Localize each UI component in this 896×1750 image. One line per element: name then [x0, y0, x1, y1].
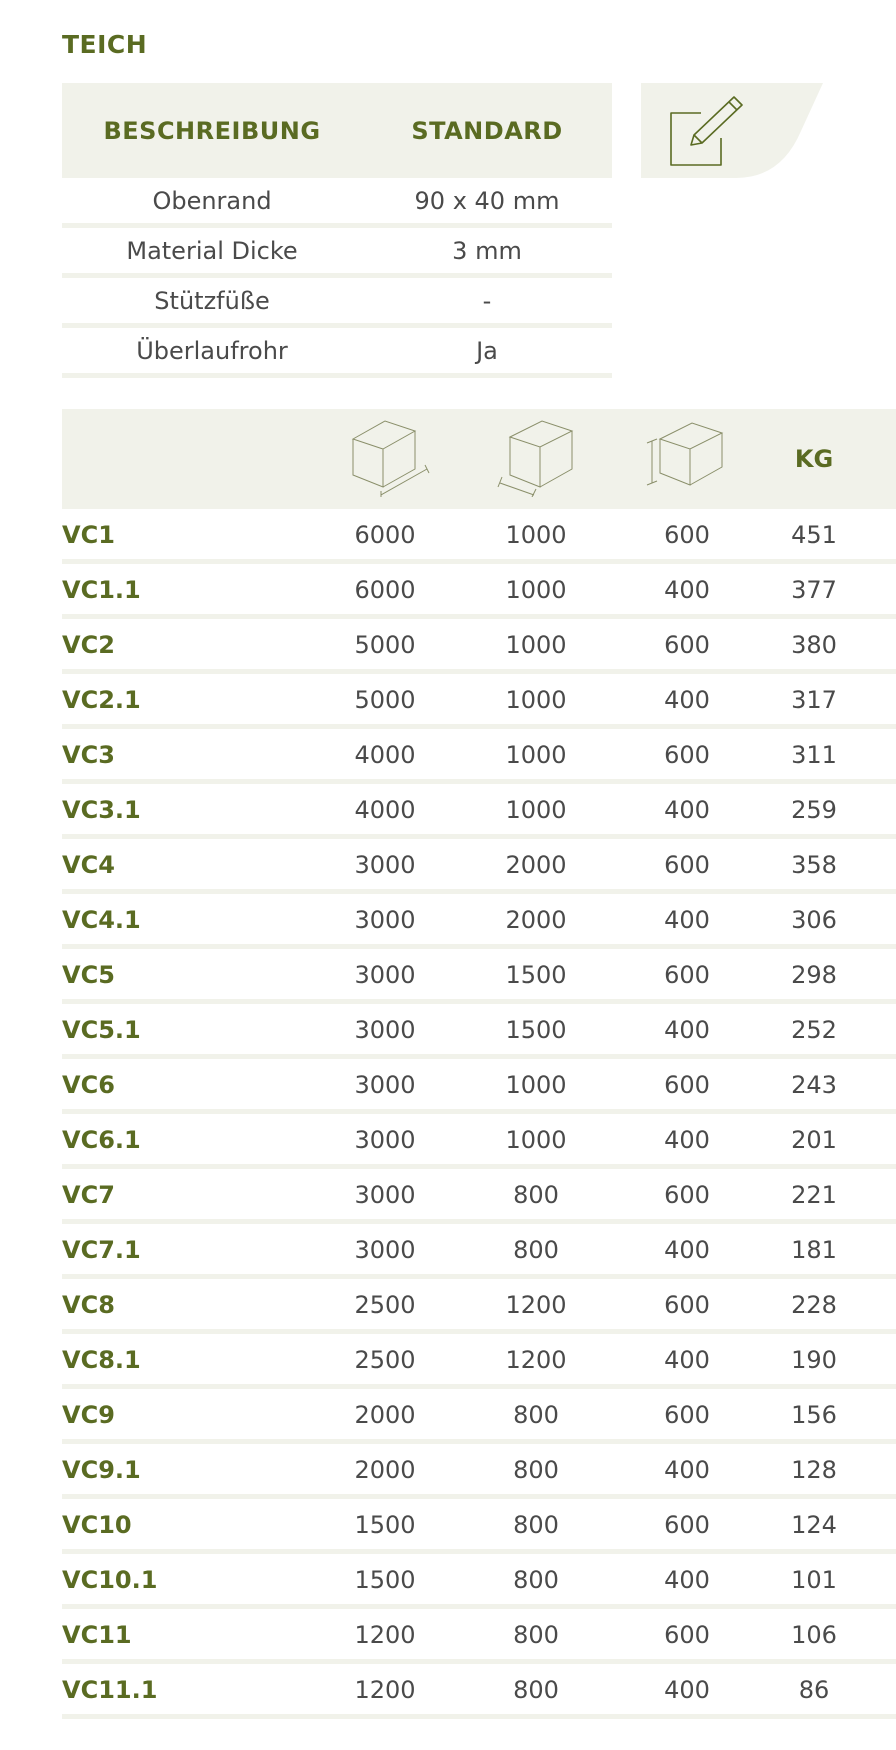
spec-table-header: [62, 83, 612, 178]
table-row: [62, 729, 896, 784]
spec-value: Ja: [476, 336, 498, 365]
width-value: 800: [513, 1181, 559, 1209]
weight-value: 377: [791, 576, 837, 604]
width-value: 1000: [505, 741, 567, 769]
product-table-header: [62, 409, 896, 509]
spec-label: Material Dicke: [126, 236, 298, 265]
table-row: [62, 1059, 896, 1114]
width-value: 1500: [505, 1016, 567, 1044]
kg-header: KG: [794, 445, 834, 473]
length-value: 6000: [354, 576, 416, 604]
table-row: [62, 1334, 896, 1389]
width-value: 1000: [505, 796, 567, 824]
height-value: 600: [664, 1621, 710, 1649]
table-row: [62, 1609, 896, 1664]
width-value: 800: [513, 1456, 559, 1484]
product-name: VC8.1: [62, 1346, 141, 1374]
weight-value: 106: [791, 1621, 837, 1649]
product-name: VC11.1: [62, 1676, 158, 1704]
spec-table: [62, 83, 612, 378]
table-row: [62, 1169, 896, 1224]
height-value: 600: [664, 741, 710, 769]
product-name: VC10.1: [62, 1566, 158, 1594]
height-value: 600: [664, 1071, 710, 1099]
height-value: 400: [664, 1456, 710, 1484]
width-value: 2000: [505, 851, 567, 879]
weight-value: 259: [791, 796, 837, 824]
length-value: 5000: [354, 686, 416, 714]
length-value: 5000: [354, 631, 416, 659]
product-name: VC3: [62, 741, 115, 769]
table-row: [62, 839, 896, 894]
width-value: 1000: [505, 631, 567, 659]
width-value: 1200: [505, 1291, 567, 1319]
table-row: [62, 1499, 896, 1554]
width-value: 1000: [505, 521, 567, 549]
length-value: 3000: [354, 851, 416, 879]
length-value: 3000: [354, 906, 416, 934]
length-value: 1500: [354, 1511, 416, 1539]
width-value: 800: [513, 1676, 559, 1704]
weight-value: 86: [798, 1676, 830, 1704]
table-row: [62, 1114, 896, 1169]
product-rows: [62, 509, 896, 1719]
length-value: 4000: [354, 796, 416, 824]
product-name: VC2: [62, 631, 115, 659]
height-value: 400: [664, 1016, 710, 1044]
width-value: 2000: [505, 906, 567, 934]
weight-value: 181: [791, 1236, 837, 1264]
table-row: [62, 509, 896, 564]
table-row: [62, 1224, 896, 1279]
length-value: 1200: [354, 1676, 416, 1704]
spec-label: Stützfüße: [154, 286, 270, 315]
length-value: 3000: [354, 1181, 416, 1209]
table-row: [62, 564, 896, 619]
product-name: VC6.1: [62, 1126, 141, 1154]
product-name: VC4.1: [62, 906, 141, 934]
width-value: 1000: [505, 686, 567, 714]
product-name: VC1: [62, 521, 115, 549]
width-value: 800: [513, 1511, 559, 1539]
length-value: 1500: [354, 1566, 416, 1594]
product-name: VC2.1: [62, 686, 141, 714]
edit-badge-shape: [641, 83, 823, 178]
spec-label: Obenrand: [152, 186, 272, 215]
width-value: 800: [513, 1621, 559, 1649]
weight-value: 252: [791, 1016, 837, 1044]
table-row: [62, 1389, 896, 1444]
length-value: 6000: [354, 521, 416, 549]
product-name: VC9.1: [62, 1456, 141, 1484]
table-row: [62, 1664, 896, 1719]
height-value: 400: [664, 686, 710, 714]
page-title: TEICH: [62, 30, 148, 59]
height-value: 400: [664, 796, 710, 824]
table-row: [62, 1554, 896, 1609]
weight-value: 101: [791, 1566, 837, 1594]
spec-row: [62, 278, 612, 328]
product-name: VC1.1: [62, 576, 141, 604]
height-value: 600: [664, 1181, 710, 1209]
weight-value: 380: [791, 631, 837, 659]
height-value: 600: [664, 1291, 710, 1319]
weight-value: 243: [791, 1071, 837, 1099]
height-value: 600: [664, 1511, 710, 1539]
length-value: 4000: [354, 741, 416, 769]
weight-value: 128: [791, 1456, 837, 1484]
table-row: [62, 674, 896, 729]
height-box-icon: [642, 417, 728, 497]
height-value: 400: [664, 1126, 710, 1154]
weight-value: 221: [791, 1181, 837, 1209]
weight-value: 190: [791, 1346, 837, 1374]
product-name: VC11: [62, 1621, 132, 1649]
spec-row: [62, 328, 612, 378]
weight-value: 306: [791, 906, 837, 934]
length-value: 2000: [354, 1456, 416, 1484]
weight-value: 228: [791, 1291, 837, 1319]
height-value: 600: [664, 851, 710, 879]
height-value: 400: [664, 576, 710, 604]
weight-value: 124: [791, 1511, 837, 1539]
spec-value: 3 mm: [452, 236, 522, 265]
product-table: [62, 409, 896, 1719]
width-value: 800: [513, 1401, 559, 1429]
spec-header-standard: STANDARD: [411, 116, 563, 145]
height-value: 600: [664, 521, 710, 549]
spec-value: 90 x 40 mm: [414, 186, 560, 215]
spec-row: [62, 228, 612, 278]
height-value: 600: [664, 961, 710, 989]
weight-value: 358: [791, 851, 837, 879]
weight-value: 451: [791, 521, 837, 549]
table-row: [62, 949, 896, 1004]
spec-row: [62, 178, 612, 228]
weight-value: 156: [791, 1401, 837, 1429]
width-value: 1000: [505, 1126, 567, 1154]
length-value: 3000: [354, 1071, 416, 1099]
product-name: VC5: [62, 961, 115, 989]
length-value: 2500: [354, 1346, 416, 1374]
length-box-icon: [345, 417, 431, 497]
width-value: 800: [513, 1236, 559, 1264]
product-name: VC6: [62, 1071, 115, 1099]
width-value: 1500: [505, 961, 567, 989]
height-value: 600: [664, 631, 710, 659]
edit-badge[interactable]: [641, 83, 823, 178]
length-value: 3000: [354, 1236, 416, 1264]
weight-value: 311: [791, 741, 837, 769]
product-name: VC7: [62, 1181, 115, 1209]
product-name: VC9: [62, 1401, 115, 1429]
spec-value: -: [482, 286, 492, 315]
length-value: 3000: [354, 1126, 416, 1154]
length-value: 1200: [354, 1621, 416, 1649]
weight-value: 298: [791, 961, 837, 989]
product-name: VC8: [62, 1291, 115, 1319]
weight-value: 317: [791, 686, 837, 714]
height-value: 400: [664, 1676, 710, 1704]
width-box-icon: [494, 417, 580, 497]
product-name: VC10: [62, 1511, 132, 1539]
spec-label: Überlaufrohr: [136, 336, 288, 365]
length-value: 3000: [354, 961, 416, 989]
product-name: VC4: [62, 851, 115, 879]
length-value: 2000: [354, 1401, 416, 1429]
spec-header-description: BESCHREIBUNG: [103, 116, 321, 145]
length-value: 2500: [354, 1291, 416, 1319]
table-row: [62, 894, 896, 949]
table-row: [62, 1279, 896, 1334]
table-row: [62, 619, 896, 674]
height-value: 600: [664, 1401, 710, 1429]
width-value: 1000: [505, 576, 567, 604]
product-name: VC3.1: [62, 796, 141, 824]
height-value: 400: [664, 1566, 710, 1594]
product-name: VC7.1: [62, 1236, 141, 1264]
product-name: VC5.1: [62, 1016, 141, 1044]
height-value: 400: [664, 906, 710, 934]
table-row: [62, 1444, 896, 1499]
height-value: 400: [664, 1236, 710, 1264]
length-value: 3000: [354, 1016, 416, 1044]
weight-value: 201: [791, 1126, 837, 1154]
width-value: 800: [513, 1566, 559, 1594]
width-value: 1200: [505, 1346, 567, 1374]
table-row: [62, 784, 896, 839]
width-value: 1000: [505, 1071, 567, 1099]
height-value: 400: [664, 1346, 710, 1374]
table-row: [62, 1004, 896, 1059]
